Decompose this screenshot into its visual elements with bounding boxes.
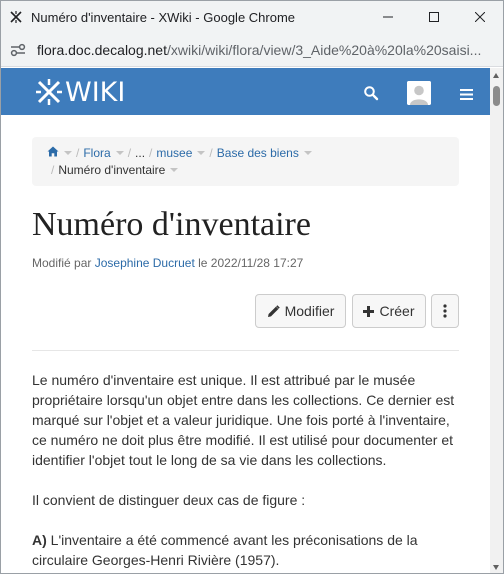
breadcrumb-current: Numéro d'inventaire [58,163,166,177]
xwiki-logo-icon [35,78,63,106]
case-a-label: A) [32,532,47,548]
chevron-down-icon[interactable] [170,168,178,172]
home-icon[interactable] [47,146,59,160]
breadcrumb-item-ellipsis[interactable]: ... [135,146,146,160]
edit-button[interactable] [255,294,346,328]
case-a-text: L'inventaire a été commencé avant les préconisations de la circulaire Georges-Henri Rivière (1957). [32,532,418,568]
scroll-down-arrow-icon[interactable] [493,565,499,570]
breadcrumb-item-base-des-biens[interactable]: Base des biens [216,146,299,160]
plus-icon [363,306,374,317]
create-button[interactable] [352,294,426,328]
search-icon[interactable] [363,85,379,101]
more-vertical-icon [443,304,447,318]
hamburger-menu-icon[interactable] [460,87,473,98]
close-icon [475,12,485,22]
create-button-label: Créer [379,303,415,319]
content-divider [32,350,459,351]
breadcrumb-separator: / [149,146,153,160]
address-bar[interactable] [1,33,503,67]
chevron-down-icon[interactable] [116,151,124,155]
page-viewport [1,68,503,574]
meta-prefix: Modifié par [32,256,92,270]
url-host: flora.doc.decalog.net [37,41,167,58]
page-content [32,370,462,574]
title-bar [1,1,503,33]
window-title: Numéro d'inventaire - XWiki - Google Chrome [31,9,296,25]
minimize-button[interactable] [365,1,411,33]
author-link[interactable]: Josephine Ducruet [94,256,195,270]
content-paragraph: Le numéro d'inventaire est unique. Il est attribué par le musée propriétaire lorsqu'un objet entre dans les collections. Ce dernier est marqué sur l'objet et a valeur juridique. Une fois porté à l'inventaire, ce numéro ne doit plus être modifié. Il est utilisé pour documenter et identifier l'objet tout le long de sa vie dans les collections. [32,372,455,468]
chevron-down-icon[interactable] [304,151,312,155]
breadcrumb [32,137,459,186]
xwiki-navbar [1,68,490,115]
chevron-down-icon[interactable] [197,151,205,155]
logo-text: WIKI [65,76,126,108]
breadcrumb-separator: / [127,146,132,160]
xwiki-favicon-icon [9,10,23,24]
maximize-icon [429,12,439,22]
minimize-icon [383,12,393,22]
breadcrumb-item-flora[interactable]: Flora [83,146,111,160]
url-text[interactable] [37,42,487,58]
content-paragraph: Il convient de distinguer deux cas de figure : [32,492,306,508]
close-window-button[interactable] [457,1,503,33]
more-actions-button[interactable] [431,294,459,328]
scrollbar-thumb[interactable] [493,86,500,106]
xwiki-logo[interactable] [35,78,125,106]
breadcrumb-item-musee[interactable]: musee [156,146,193,160]
edit-button-label: Modifier [284,303,335,319]
user-avatar-icon[interactable] [407,81,431,105]
page-title: Numéro d'inventaire [32,206,311,243]
vertical-scrollbar[interactable] [490,68,503,574]
breadcrumb-separator: / [209,146,213,160]
breadcrumb-separator: / [76,146,80,160]
maximize-button[interactable] [411,1,457,33]
last-modified-info [32,256,303,270]
site-settings-icon[interactable] [8,40,28,60]
url-path: /xwiki/wiki/flora/view/3_Aide%20à%20la%20saisi... [166,41,482,58]
pencil-icon [267,305,280,318]
scroll-up-arrow-icon[interactable] [493,73,499,78]
breadcrumb-separator: / [51,163,55,177]
content-paragraph-case-a [32,530,462,570]
meta-date: le 2022/11/28 17:27 [198,256,304,270]
chevron-down-icon[interactable] [64,151,72,155]
